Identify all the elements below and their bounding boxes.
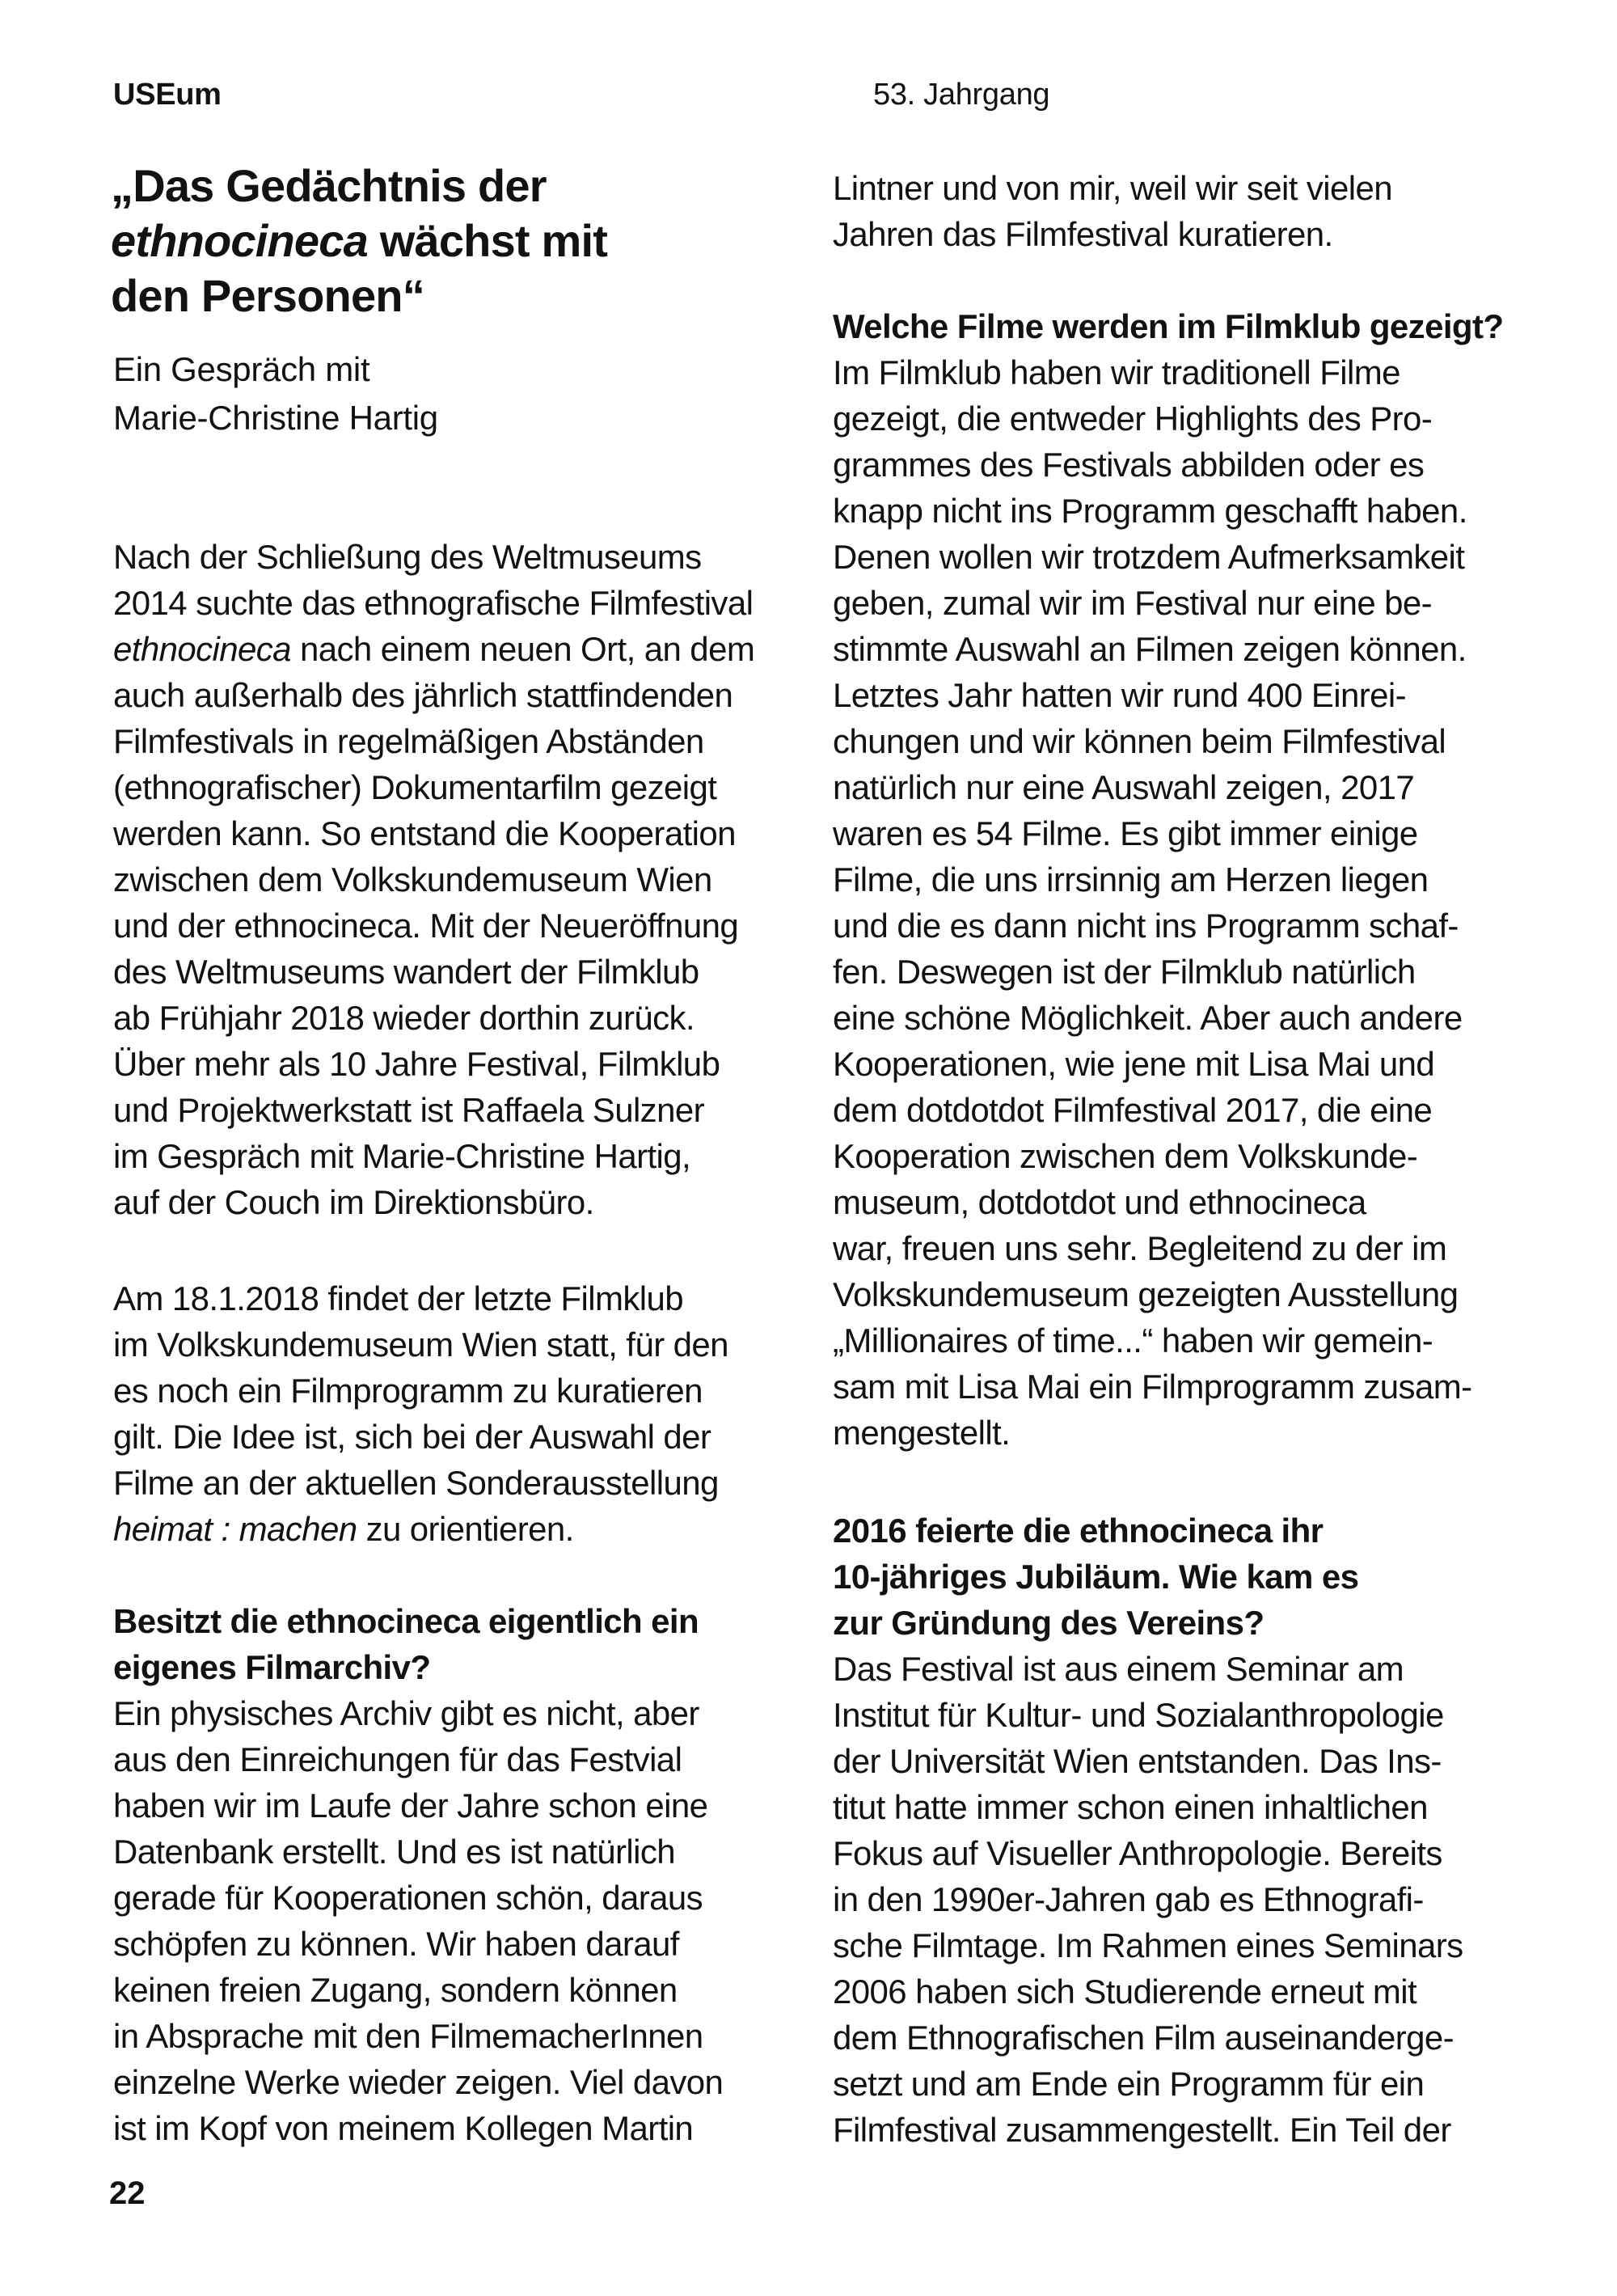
text-segment: knapp nicht ins Programm geschafft haben. [833,492,1467,530]
text-segment: dem Ethnografischen Film auseinanderge- [833,2019,1454,2057]
text-line [833,764,1560,810]
text-line [113,2059,841,2105]
text-segment: im Volkskundemuseum Wien statt, für den [113,1326,728,1364]
text-segment: Über mehr als 10 Jahre Festival, Filmklub [113,1045,720,1083]
text-line [113,903,841,949]
text-segment: Am 18.1.2018 findet der letzte Filmklub [113,1279,683,1317]
text-line [833,995,1560,1041]
text-segment: ist im Kopf von meinem Kollegen Martin [113,2109,694,2147]
text-line [833,1968,1560,2015]
text-segment: gilt. Die Idee ist, sich bei der Auswahl der [113,1418,711,1456]
text-segment: 2016 feierte die ethnocineca ihr [833,1512,1324,1550]
text-segment: der Universität Wien entstanden. Das Ins- [833,1742,1442,1780]
text-line [833,810,1560,856]
text-line [113,1644,841,1690]
text-line [113,1179,841,1225]
text-segment: und der ethnocineca. Mit der Neueröffnung [113,907,739,945]
text-line [113,1875,841,1921]
text-segment: „Millionaires of time...“ haben wir gemein- [833,1321,1433,1359]
text-line [113,1736,841,1782]
text-segment: einzelne Werke wieder zeigen. Viel davon [113,2063,724,2101]
text-line [833,395,1560,442]
text-line [113,856,841,903]
text-line [113,2105,841,2151]
text-line [833,165,1560,211]
text-segment: Welche Filme werden im Filmklub gezeigt? [833,307,1504,345]
text-segment: auch außerhalb des jährlich stattfindenden [113,676,733,714]
text-segment: wächst mit [367,215,608,266]
text-segment: gezeigt, die entweder Highlights des Pro- [833,400,1433,438]
text-segment: grammes des Festivals abbilden oder es [833,446,1425,484]
text-segment: gerade für Kooperationen schön, daraus [113,1879,703,1917]
text-segment: (ethnografischer) Dokumentarfilm gezeigt [113,768,717,806]
text-segment: in Absprache mit den FilmemacherInnen [113,2017,703,2055]
text-line [833,856,1560,903]
text-line [111,269,838,323]
text-line [833,1271,1560,1317]
text-line [833,2107,1560,2153]
text-segment: dem dotdotdot Filmfestival 2017, die eine [833,1091,1433,1129]
text-segment: ab Frühjahr 2018 wieder dorthin zurück. [113,999,695,1037]
text-segment: Kooperation zwischen dem Volkskunde- [833,1137,1418,1175]
text-segment: und Projektwerkstatt ist Raffaela Sulzner [113,1091,704,1129]
text-line [833,1133,1560,1179]
text-line [113,1414,841,1460]
text-line [113,345,841,394]
text-segment: Denen wollen wir trotzdem Aufmerksamkeit [833,538,1465,576]
text-segment: Filmfestival zusammengestellt. Ein Teil der [833,2111,1451,2149]
text-line [113,995,841,1041]
text-line [833,1922,1560,1968]
text-segment: zur Gründung des Vereins? [833,1604,1264,1642]
text-line [833,1410,1560,1456]
text-line [113,1321,841,1368]
text-segment: und die es dann nicht ins Programm schaf- [833,907,1459,945]
text-segment: mengestellt. [833,1414,1011,1452]
text-line [833,1317,1560,1364]
text-segment: nach einem neuen Ort, an dem [290,630,755,668]
text-segment: Filme an der aktuellen Sonderausstellung [113,1464,719,1502]
text-segment: setzt und am Ende ein Programm für ein [833,2065,1425,2103]
text-segment: stimmte Auswahl an Filmen zeigen können. [833,630,1467,668]
text-line [113,626,841,672]
text-segment: Volkskundemuseum gezeigten Ausstellung [833,1275,1459,1313]
text-segment: Ein physisches Archiv gibt es nicht, aber [113,1694,699,1732]
text-line [113,1921,841,1967]
text-line [113,394,841,442]
volume-label: 53. Jahrgang [873,78,1050,112]
text-line [833,949,1560,995]
text-segment: Lintner und von mir, weil wir seit vielen [833,169,1393,207]
text-segment: heimat : machen [113,1510,357,1548]
text-segment: „Das Gedächtnis der [111,160,547,211]
text-segment: natürlich nur eine Auswahl zeigen, 2017 [833,768,1415,806]
text-line [111,159,838,214]
text-line [833,1830,1560,1876]
text-line [833,303,1560,349]
text-line [113,2013,841,2059]
text-segment: ethnocineca [111,215,368,266]
text-segment: Jahren das Filmfestival kuratieren. [833,215,1333,253]
text-segment: Nach der Schließung des Weltmuseums [113,538,702,576]
text-line [833,1784,1560,1830]
article-title [111,159,838,323]
text-segment: eine schöne Möglichkeit. Aber auch andere [833,999,1463,1037]
text-line [833,211,1560,257]
text-line [113,810,841,856]
text-segment: Kooperationen, wie jene mit Lisa Mai und [833,1045,1435,1083]
text-line [833,1692,1560,1738]
text-line [113,718,841,764]
text-line [113,1368,841,1414]
text-line [833,1179,1560,1225]
text-segment: Das Festival ist aus einem Seminar am [833,1650,1404,1688]
text-segment: des Weltmuseums wandert der Filmklub [113,953,699,991]
text-segment: Marie-Christine Hartig [113,399,438,437]
text-line [113,1133,841,1179]
text-segment: es noch ein Filmprogramm zu kuratieren [113,1372,703,1410]
text-segment: war, freuen uns sehr. Begleitend zu der im [833,1229,1447,1267]
text-segment: den Personen“ [111,270,424,321]
text-line [113,1506,841,1552]
text-segment: geben, zumal wir im Festival nur eine be- [833,584,1433,622]
text-segment: zwischen dem Volkskundemuseum Wien [113,860,712,899]
text-line [113,1460,841,1506]
text-line [833,349,1560,395]
text-segment: 2014 suchte das ethnografische Filmfestival [113,584,754,622]
page-number: 22 [109,2175,146,2211]
text-segment: zu orientieren. [357,1510,574,1548]
text-segment: ethnocineca [113,630,291,668]
text-line [833,1876,1560,1922]
second-paragraph [113,1275,841,1552]
text-segment: Filme, die uns irrsinnig am Herzen liegen [833,860,1429,899]
text-segment: Fokus auf Visueller Anthropologie. Bereits [833,1834,1442,1872]
text-segment: 10-jähriges Jubiläum. Wie kam es [833,1558,1359,1596]
text-line [833,1087,1560,1133]
text-segment: Datenbank erstellt. Und es ist natürlich [113,1833,676,1871]
text-line [113,1041,841,1087]
text-segment: in den 1990er-Jahren gab es Ethnografi- [833,1880,1424,1918]
text-segment: sam mit Lisa Mai ein Filmprogramm zusam- [833,1368,1472,1406]
text-segment: werden kann. So entstand die Kooperation [113,814,736,852]
text-line [833,580,1560,626]
text-line [833,2015,1560,2061]
text-line [833,903,1560,949]
text-segment: museum, dotdotdot und ethnocineca [833,1183,1366,1221]
text-segment: 2006 haben sich Studierende erneut mit [833,1973,1417,2011]
text-line [113,1275,841,1321]
text-line [833,672,1560,718]
text-line [111,214,838,269]
text-line [113,949,841,995]
question-1-block [113,1598,841,2151]
text-segment: Ein Gespräch mit [113,350,370,388]
text-segment: sche Filmtage. Im Rahmen eines Seminars [833,1926,1463,1964]
text-line [113,672,841,718]
text-segment: Letztes Jahr hatten wir rund 400 Einrei- [833,676,1407,714]
text-segment: chungen und wir können beim Filmfestival [833,722,1446,760]
continuation-paragraph [833,165,1560,257]
text-segment: titut hatte immer schon einen inhaltlichen [833,1788,1428,1826]
text-line [833,1646,1560,1692]
text-line [113,1087,841,1133]
text-line [833,1554,1560,1600]
text-segment: schöpfen zu können. Wir haben darauf [113,1925,679,1963]
text-line [833,1364,1560,1410]
text-line [833,2061,1560,2107]
text-line [833,1600,1560,1646]
text-line [113,534,841,580]
article-subtitle [113,345,841,442]
text-line [113,1829,841,1875]
text-line [113,1967,841,2013]
text-line [833,1738,1560,1784]
intro-paragraph [113,534,841,1225]
text-segment: Institut für Kultur- und Sozialanthropologie [833,1696,1444,1734]
text-segment: auf der Couch im Direktionsbüro. [113,1183,594,1221]
text-segment: Filmfestivals in regelmäßigen Abständen [113,722,704,760]
text-line [833,1225,1560,1271]
text-segment: eigenes Filmarchiv? [113,1648,431,1686]
text-line [833,626,1560,672]
text-line [833,1041,1560,1087]
text-line [833,718,1560,764]
text-line [113,1782,841,1829]
text-segment: Im Filmklub haben wir traditionell Filme [833,353,1400,391]
text-segment: fen. Deswegen ist der Filmklub natürlich [833,953,1416,991]
text-segment: keinen freien Zugang, sondern können [113,1971,678,2009]
text-segment: waren es 54 Filme. Es gibt immer einige [833,814,1418,852]
text-line [113,764,841,810]
text-segment: im Gespräch mit Marie-Christine Hartig, [113,1137,691,1175]
text-line [113,1598,841,1644]
text-segment: Besitzt die ethnocineca eigentlich ein [113,1602,699,1640]
text-line [833,534,1560,580]
text-line [113,580,841,626]
question-2-block [833,303,1560,1456]
text-line [833,1507,1560,1554]
journal-name: USEum [113,78,222,112]
text-line [113,1690,841,1736]
text-segment: haben wir im Laufe der Jahre schon eine [113,1786,708,1825]
question-3-block [833,1507,1560,2153]
text-line [833,488,1560,534]
text-line [833,442,1560,488]
text-segment: aus den Einreichungen für das Festvial [113,1740,682,1778]
